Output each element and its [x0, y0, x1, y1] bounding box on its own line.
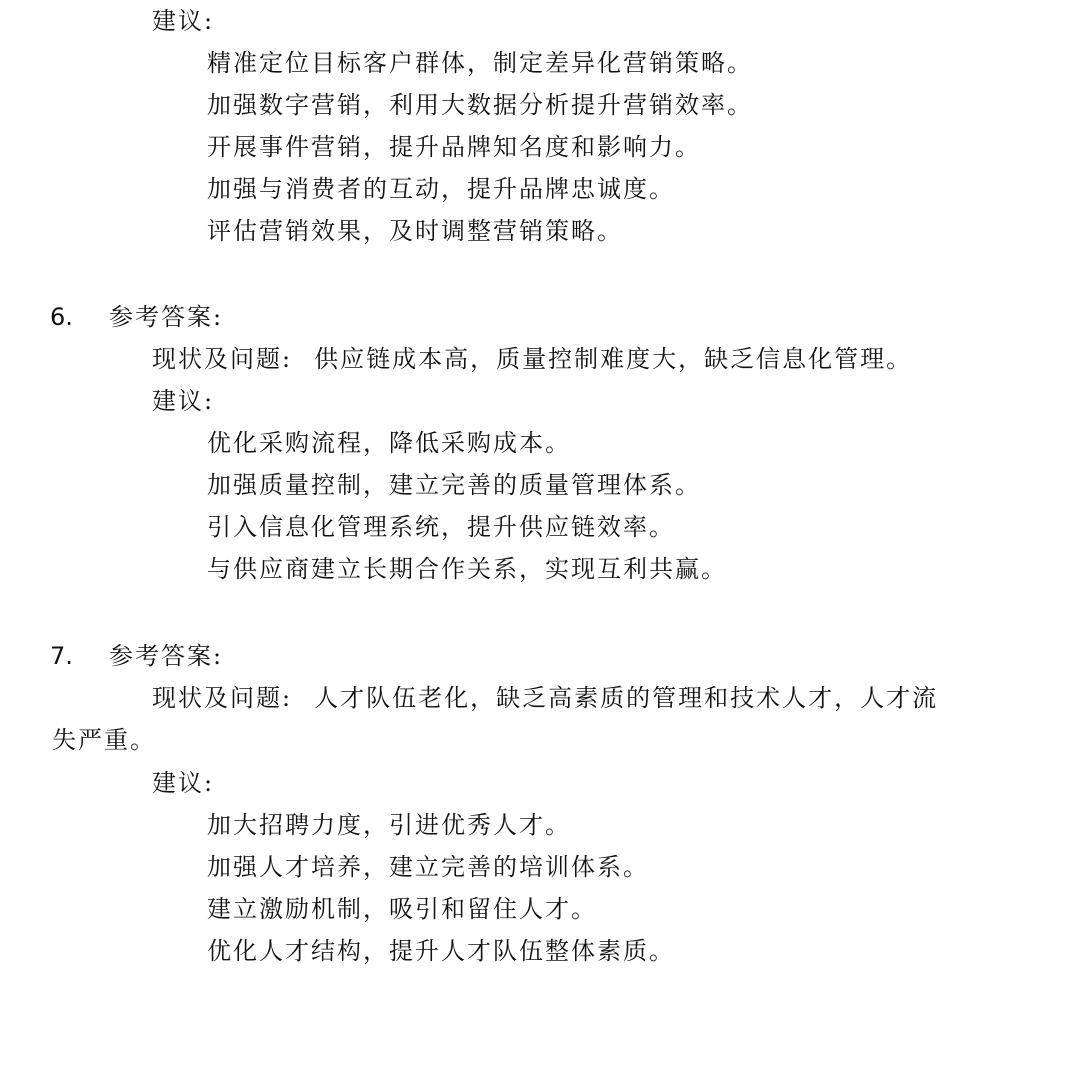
section6-advice-item: 引入信息化管理系统，提升供应链效率。	[207, 513, 675, 541]
section7-status-line	[152, 681, 938, 715]
section6-advice-label: 建议:	[152, 387, 215, 415]
section7-status-continuation: 失严重。	[52, 726, 156, 754]
section6-number: 6.	[50, 303, 73, 331]
section5-advice-item: 开展事件营销，提升品牌知名度和影响力。	[207, 133, 701, 161]
section7-advice-item: 加强人才培养，建立完善的培训体系。	[207, 853, 649, 881]
section5-advice-item: 加强与消费者的互动，提升品牌忠诚度。	[207, 175, 675, 203]
section7-status-label: 现状及问题:	[152, 684, 293, 712]
section7-number: 7.	[50, 642, 73, 670]
section6-status-label: 现状及问题:	[152, 345, 293, 373]
section6-advice-item: 加强质量控制，建立完善的质量管理体系。	[207, 471, 701, 499]
section6-status-text: 供应链成本高，质量控制难度大，缺乏信息化管理。	[314, 345, 913, 373]
section6-advice-item: 与供应商建立长期合作关系，实现互利共赢。	[207, 555, 727, 583]
section7-status-text: 人才队伍老化，缺乏高素质的管理和技术人才，人才流	[314, 684, 939, 712]
section6-status-line	[152, 342, 912, 376]
section7-advice-item: 优化人才结构，提升人才队伍整体素质。	[207, 937, 675, 965]
section7-advice-label: 建议:	[152, 769, 215, 797]
section5-advice-item: 加强数字营销，利用大数据分析提升营销效率。	[207, 91, 753, 119]
section5-advice-item: 评估营销效果，及时调整营销策略。	[207, 217, 623, 245]
section6-heading: 参考答案:	[109, 303, 224, 331]
section7-heading: 参考答案:	[109, 642, 224, 670]
section5-advice-label: 建议:	[152, 7, 215, 35]
section7-advice-item: 建立激励机制，吸引和留住人才。	[207, 895, 597, 923]
section7-advice-item: 加大招聘力度，引进优秀人才。	[207, 811, 571, 839]
section6-advice-item: 优化采购流程，降低采购成本。	[207, 429, 571, 457]
section5-advice-item: 精准定位目标客户群体，制定差异化营销策略。	[207, 49, 753, 77]
